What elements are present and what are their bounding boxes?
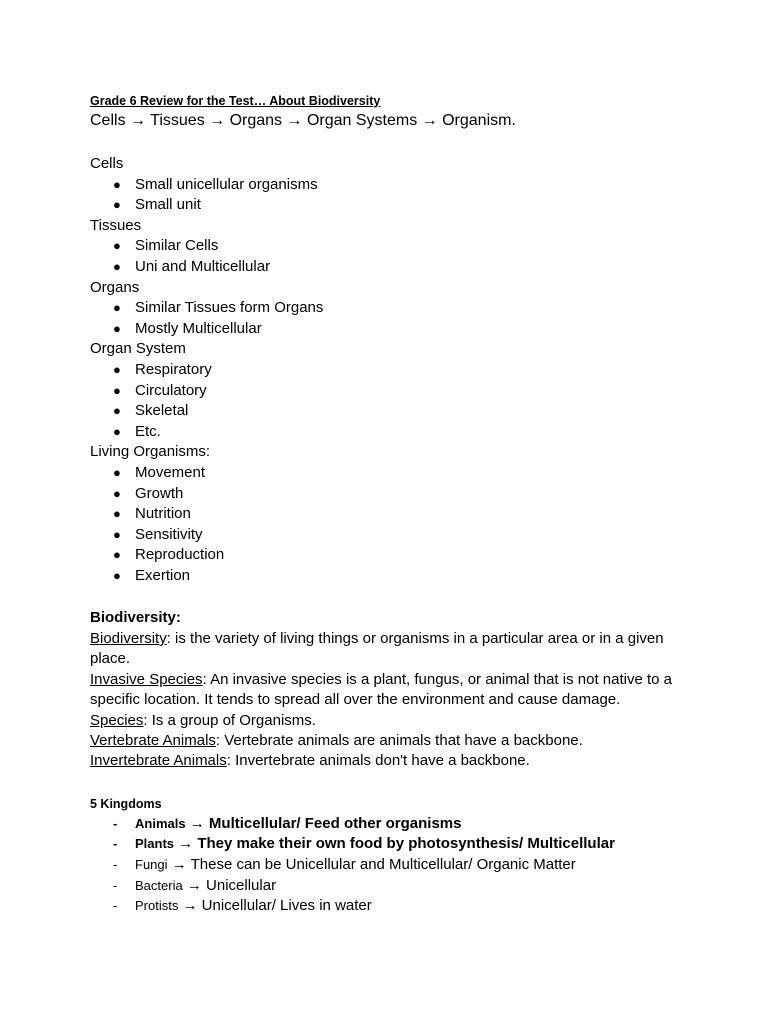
bullet-icon: ●: [113, 506, 121, 522]
definition-vertebrate-animals: [90, 731, 690, 751]
bullet-icon: ●: [113, 485, 121, 501]
definition-invertebrate-animals: [90, 751, 690, 771]
bullet-icon: ●: [113, 300, 121, 316]
kingdom-item-protists: - Protists → Unicellular/ Lives in water: [90, 896, 690, 917]
tissues-list: [90, 236, 690, 277]
definition-term: Vertebrate Animals: [90, 731, 216, 749]
definition-species: [90, 711, 690, 731]
list-item: ● Uni and Multicellular: [90, 257, 690, 278]
bullet-icon: ●: [113, 382, 121, 398]
dash-icon: -: [113, 898, 118, 914]
bullet-icon: ●: [113, 258, 121, 274]
spacer: [90, 772, 690, 794]
section-heading-cells: Cells: [90, 155, 124, 172]
bullet-icon: ●: [113, 238, 121, 254]
bullet-icon: ●: [113, 526, 121, 542]
definition-text: : Vertebrate animals are animals that have a backbone.: [215, 731, 583, 749]
bullet-icon: ●: [113, 567, 121, 583]
kingdom-item-plants: - Plants → They make their own food by photosynthesis/ Multicellular: [90, 834, 690, 855]
definition-term: Invasive Species: [90, 670, 203, 688]
list-item: ● Circulatory: [90, 381, 690, 402]
definition-text: : Is a group of Organisms.: [143, 711, 316, 729]
kingdom-item-bacteria: - Bacteria → Unicellular: [90, 876, 690, 897]
list-item: ● Similar Tissues form Organs: [90, 298, 690, 319]
bullet-icon: ●: [113, 547, 121, 563]
list-item: ● Exertion: [90, 566, 690, 587]
spacer: [90, 132, 690, 154]
section-heading-organ-system: Organ System: [90, 340, 186, 358]
kingdom-item-fungi: - Fungi → These can be Unicellular and Multicellular/ Organic Matter: [90, 855, 690, 876]
bullet-icon: ●: [113, 464, 121, 480]
definition-invasive-species: [90, 670, 690, 711]
list-item: ● Etc.: [90, 422, 690, 443]
definition-term: Species: [90, 711, 144, 729]
spacer: [90, 586, 690, 608]
list-item: ● Growth: [90, 484, 690, 505]
definition-term: Biodiversity: [90, 629, 167, 647]
dash-icon: -: [113, 856, 118, 872]
bullet-icon: ●: [113, 197, 121, 213]
bullet-icon: ●: [113, 403, 121, 419]
list-item: ● Small unicellular organisms: [90, 175, 690, 196]
kingdoms-heading: 5 Kingdoms: [90, 796, 162, 811]
dash-icon: -: [113, 877, 118, 893]
section-heading-living-organisms: Living Organisms:: [90, 443, 211, 461]
bullet-icon: ●: [113, 423, 121, 439]
definition-text: : An invasive species is a plant, fungus, or animal that is not native to a specific location. It tends to spread all over the environment and cause damage.: [90, 670, 672, 709]
definition-text: : Invertebrate animals don't have a backbone.: [226, 752, 530, 770]
bullet-icon: ●: [113, 361, 121, 377]
list-item: ● Sensitivity: [90, 525, 690, 546]
document-title: Grade 6 Review for the Test… About Biodiversity: [90, 94, 381, 108]
list-item: ● Respiratory: [90, 360, 690, 381]
document-body: [90, 93, 690, 917]
living-organisms-list: [90, 463, 690, 587]
biodiversity-heading: Biodiversity:: [90, 609, 181, 627]
cells-list: [90, 175, 690, 216]
list-item: ● Movement: [90, 463, 690, 484]
hierarchy-flow: Cells → Tissues → Organs → Organ Systems → Organism.: [90, 112, 516, 129]
list-item: ● Mostly Multicellular: [90, 319, 690, 340]
list-item: ● Reproduction: [90, 545, 690, 566]
bullet-icon: ●: [113, 320, 121, 336]
list-item: ● Small unit: [90, 195, 690, 216]
definition-biodiversity: [90, 629, 690, 670]
dash-icon: -: [113, 815, 118, 831]
list-item: ● Skeletal: [90, 401, 690, 422]
kingdom-item-animals: - Animals → Multicellular/ Feed other organisms: [90, 814, 690, 835]
list-item: ● Similar Cells: [90, 236, 690, 257]
definition-term: Invertebrate Animals: [90, 752, 227, 770]
bullet-icon: ●: [113, 176, 121, 192]
definition-text: : is the variety of living things or organisms in a particular area or in a given place.: [90, 629, 664, 668]
section-heading-organs: Organs: [90, 278, 140, 296]
organ-system-list: [90, 360, 690, 442]
dash-icon: -: [113, 836, 118, 852]
kingdoms-list: [90, 814, 690, 917]
organs-list: [90, 298, 690, 339]
section-heading-tissues: Tissues: [90, 216, 142, 234]
list-item: ● Nutrition: [90, 504, 690, 525]
